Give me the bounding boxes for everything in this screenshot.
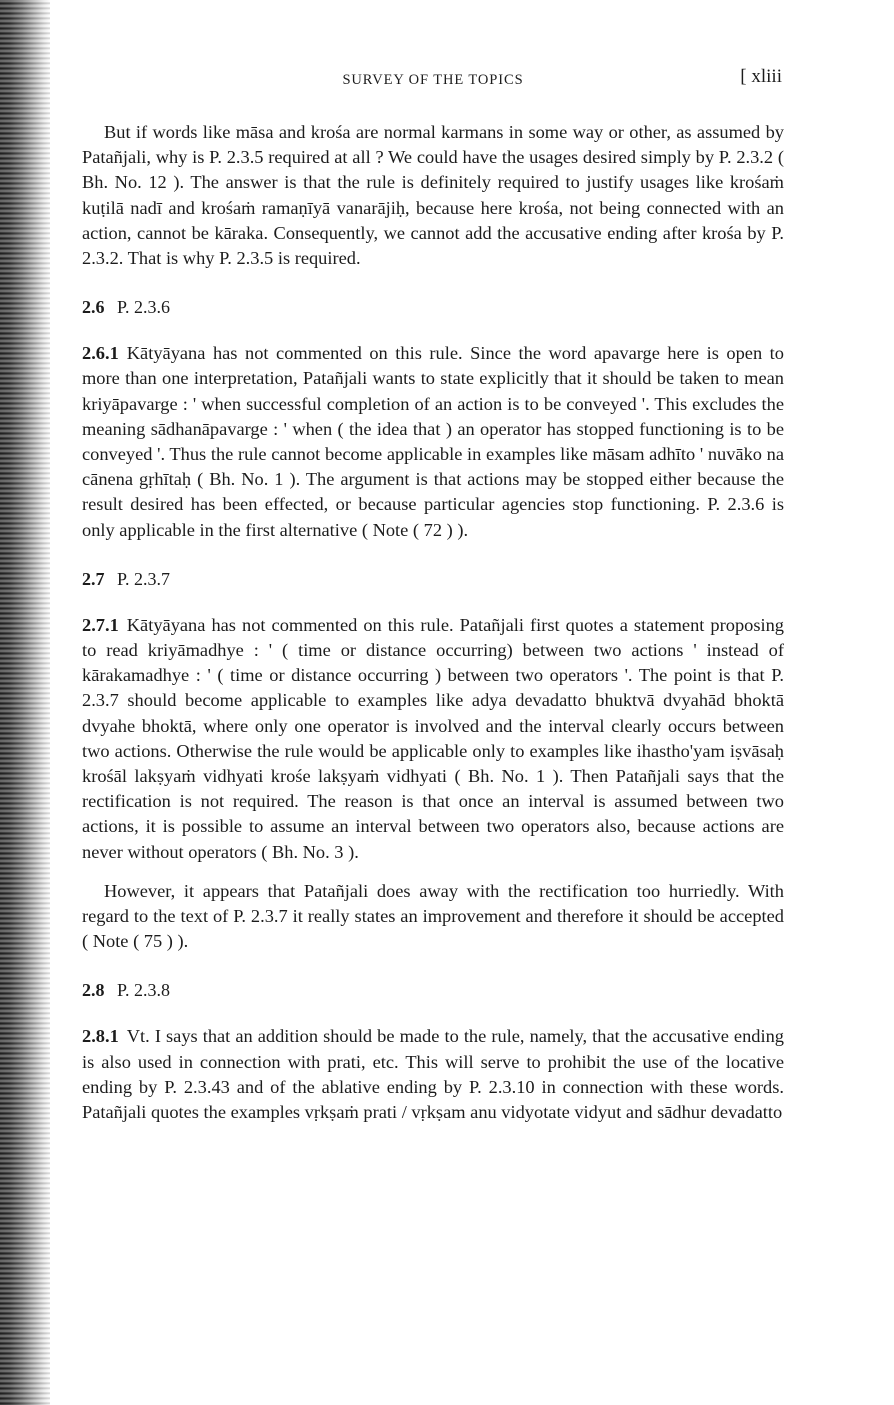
paragraph-text: Kātyāyana has not commented on this rule. Since the word apavarge here is open to more than one interpretation, Patañjali wants to state explicitly that it should be taken to mean kriyāpavarge : ' when successful completion of an action is to be conveyed '. This excludes the meaning sādhanāpavarge : ' when ( the idea that ) an operator has stopped functioning is to be conveyed '. Thus the rule cannot become applicable in examples like māsam adhīto ' nuvāko na cānena gṛhītaḥ ( Bh. No. 1 ). The argument is that actions may be stopped either because the result desired has been effected, or because particular agencies stop functioning. P. 2.3.6 is only applicable in the first alternative ( Note ( 72 ) ). bbox=[82, 343, 784, 540]
page-number: [ xliii bbox=[740, 66, 782, 87]
section-number: 2.8 bbox=[82, 980, 105, 1001]
section-rule: P. 2.3.7 bbox=[117, 568, 171, 589]
running-header bbox=[82, 64, 784, 94]
running-title: SURVEY OF THE TOPICS bbox=[342, 72, 524, 88]
paragraph-text: Vt. I says that an addition should be made to the rule, namely, that the accusative ending is also used in connection with prati, etc. This will serve to prohibit the use of the locative ending by P. 2.3.43 and of the ablative ending by P. 2.3.10 in connection with these words. Patañjali quotes the examples vṛkṣaṁ prati / vṛkṣam anu vidyotate vidyut and sādhur devadatto bbox=[82, 1026, 784, 1123]
scan-binding-shadow bbox=[0, 0, 50, 1405]
paragraph-number: 2.8.1 bbox=[82, 1026, 119, 1047]
section-rule: P. 2.3.8 bbox=[117, 980, 171, 1001]
paragraph-number: 2.7.1 bbox=[82, 614, 119, 635]
section-number: 2.6 bbox=[82, 297, 105, 318]
section-number: 2.7 bbox=[82, 568, 105, 589]
paragraph-number: 2.6.1 bbox=[82, 343, 119, 364]
section-rule: P. 2.3.6 bbox=[117, 297, 171, 318]
paragraph-text: Kātyāyana has not commented on this rule. Patañjali first quotes a statement proposing to read kriyāmadhye : ' ( time or distance occurring) between two actions ' instead of kārakamadhye : ' ( time or distance occurring ) between two operators '. The point is that P. 2.3.7 should become applicable to examples like adya devadatto bhuktvā dvyahād bhoktā dvyahe bhoktā, where only one operator is involved and the interval clearly occurs between two actions. Otherwise the rule would be applicable only to examples like ihastho'yam iṣvāsaḥ krośāl lakṣyaṁ vidhyati krośe lakṣyaṁ vidhyati ( Bh. No. 1 ). Then Patañjali says that the rectification is not required. The reason is that once an interval is assumed between two actions, it is possible to assume an interval between two operators also, because actions are never without operators ( Bh. No. 3 ). bbox=[82, 614, 784, 862]
paragraph-2-8-1 bbox=[82, 1024, 784, 1125]
section-heading-2-8 bbox=[82, 978, 784, 1002]
paragraph-2-7-2: However, it appears that Patañjali does away with the rectification too hurriedly. With regard to the text of P. 2.3.7 it really states an improvement and therefore it should be accepted ( Note ( 75 ) ). bbox=[82, 880, 784, 952]
section-heading-2-7 bbox=[82, 567, 784, 591]
paragraph-intro: But if words like māsa and krośa are normal karmans in some way or other, as assumed by Patañjali, why is P. 2.3.5 required at all ? We could have the usages desired simply by P. 2.3.2 ( Bh. No. 12 ). The answer is that the rule is definitely required to justify usages like krośaṁ kuṭilā nadī and krośaṁ ramaṇīyā vanarājiḥ, because here krośa, not being connected with an action, cannot be kāraka. Consequently, we cannot add the accusative ending after krośa by P. 2.3.2. That is why P. 2.3.5 is required. bbox=[82, 122, 784, 269]
section-heading-2-6 bbox=[82, 295, 784, 319]
paragraph-2-7-1 bbox=[82, 613, 784, 865]
paragraph-2-6-1 bbox=[82, 341, 784, 543]
book-page bbox=[82, 64, 784, 1125]
